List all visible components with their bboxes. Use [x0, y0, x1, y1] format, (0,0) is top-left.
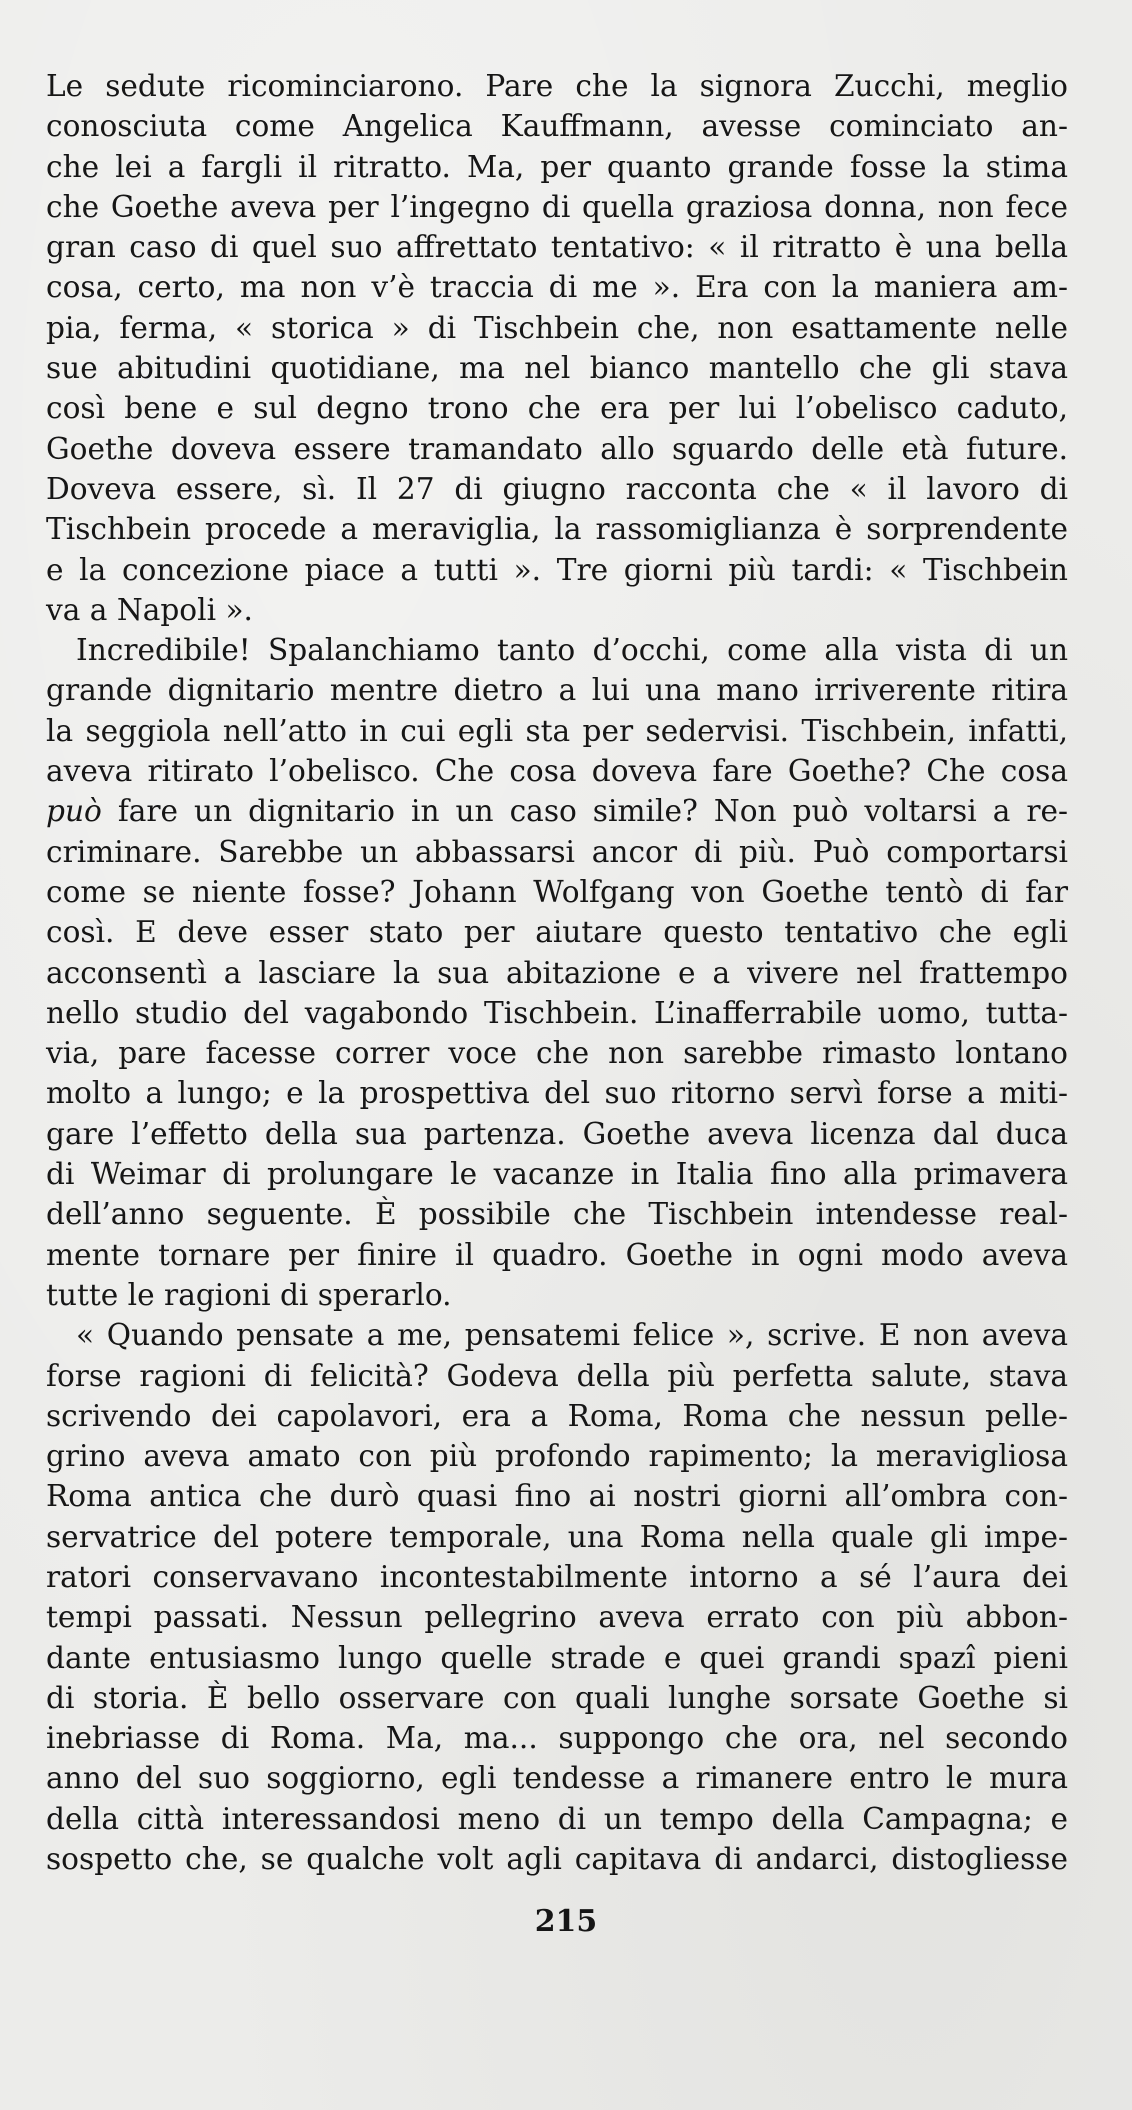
text-line: così bene e sul degno trono che era per lui l’obelisco caduto, [46, 391, 1068, 426]
text-line: servatrice del potere temporale, una Roma nella quale gli impe- [46, 1519, 1068, 1554]
text-line: dante entusiasmo lungo quelle strade e quei grandi spazî pieni [46, 1640, 1068, 1675]
text-line: va a Napoli ». [46, 592, 253, 627]
text-line: Roma antica che durò quasi fino ai nostri giorni all’ombra con- [46, 1479, 1068, 1514]
text-line: di Weimar di prolungare le vacanze in Italia fino alla primavera [46, 1157, 1068, 1192]
text-line: pia, ferma, « storica » di Tischbein che, non esattamente nelle [46, 310, 1068, 345]
text-line: e la concezione piace a tutti ». Tre giorni più tardi: « Tischbein [46, 552, 1068, 587]
text-line: Doveva essere, sì. Il 27 di giugno racconta che « il lavoro di [46, 471, 1068, 506]
text-line: sospetto che, se qualche volt agli capitava di andarci, distogliesse [46, 1842, 1068, 1877]
text-line: così. E deve esser stato per aiutare questo tentativo che egli [46, 915, 1068, 950]
page-number: 215 [534, 1904, 598, 1939]
text-line: tutte le ragioni di sperarlo. [46, 1277, 452, 1312]
text-line: che Goethe aveva per l’ingegno di quella graziosa donna, non fece [46, 189, 1068, 224]
text-line: « Quando pensate a me, pensatemi felice », scrive. E non aveva [76, 1318, 1068, 1353]
text-line: gran caso di quel suo affrettato tentativo: « il ritratto è una bella [46, 230, 1068, 265]
text-line: Incredibile! Spalanchiamo tanto d’occhi, come alla vista di un [76, 633, 1068, 668]
text-line: nello studio del vagabondo Tischbein. L’inafferrabile uomo, tutta- [46, 995, 1068, 1030]
text-line: scrivendo dei capolavori, era a Roma, Roma che nessun pelle- [46, 1398, 1068, 1433]
text-line: Tischbein procede a meraviglia, la rassomiglianza è sorprendente [46, 512, 1068, 547]
text-line: Le sedute ricominciarono. Pare che la signora Zucchi, meglio [46, 69, 1068, 103]
text-line: grino aveva amato con più profondo rapimento; la meravigliosa [46, 1439, 1068, 1474]
text-line: della città interessandosi meno di un tempo della Campagna; e [46, 1801, 1068, 1836]
text-line: di storia. È bello osservare con quali lunghe sorsate Goethe si [46, 1680, 1068, 1715]
text-line: dell’anno seguente. È possibile che Tischbein intendesse real- [46, 1197, 1068, 1232]
text-line: tempi passati. Nessun pellegrino aveva errato con più abbon- [46, 1600, 1068, 1635]
paragraph [46, 630, 1068, 1315]
text-line: inebriasse di Roma. Ma, ma... suppongo che ora, nel secondo [46, 1721, 1068, 1756]
text-line: grande dignitario mentre dietro a lui una mano irriverente ritira [46, 673, 1068, 708]
text-line: molto a lungo; e la prospettiva del suo ritorno servì forse a miti- [46, 1076, 1068, 1111]
text-line: la seggiola nell’atto in cui egli sta per sedervisi. Tischbein, infatti, [46, 713, 1068, 748]
paragraph [46, 1315, 1068, 1879]
text-line: Goethe doveva essere tramandato allo sguardo delle età future. [46, 431, 1068, 466]
text-line: come se niente fosse? Johann Wolfgang von Goethe tentò di far [46, 874, 1068, 909]
text-line: mente tornare per finire il quadro. Goethe in ogni modo aveva [46, 1237, 1068, 1272]
text-line: aveva ritirato l’obelisco. Che cosa doveva fare Goethe? Che cosa [46, 754, 1068, 789]
text-line: che lei a fargli il ritratto. Ma, per quanto grande fosse la stima [46, 149, 1068, 184]
text-line: sue abitudini quotidiane, ma nel bianco mantello che gli stava [46, 351, 1068, 386]
text-line: può fare un dignitario in un caso simile? Non può voltarsi a re- [46, 794, 1068, 829]
text-line: anno del suo soggiorno, egli tendesse a rimanere entro le mura [46, 1761, 1068, 1796]
text-line: conosciuta come Angelica Kauffmann, avesse cominciato an- [46, 109, 1068, 144]
text-line: ratori conservavano incontestabilmente intorno a sé l’aura dei [46, 1559, 1068, 1594]
body-text [46, 66, 1068, 1879]
text-line: acconsentì a lasciare la sua abitazione e a vivere nel frattempo [46, 955, 1068, 990]
text-line: via, pare facesse correr voce che non sarebbe rimasto lontano [46, 1036, 1068, 1071]
text-line: gare l’effetto della sua partenza. Goethe aveva licenza dal duca [46, 1116, 1068, 1151]
text-line: cosa, certo, ma non v’è traccia di me ». Era con la maniera am- [46, 270, 1068, 305]
text-line: forse ragioni di felicità? Godeva della più perfetta salute, stava [46, 1358, 1068, 1393]
paragraph [46, 66, 1068, 630]
text-line: criminare. Sarebbe un abbassarsi ancor di più. Può comportarsi [46, 834, 1068, 869]
